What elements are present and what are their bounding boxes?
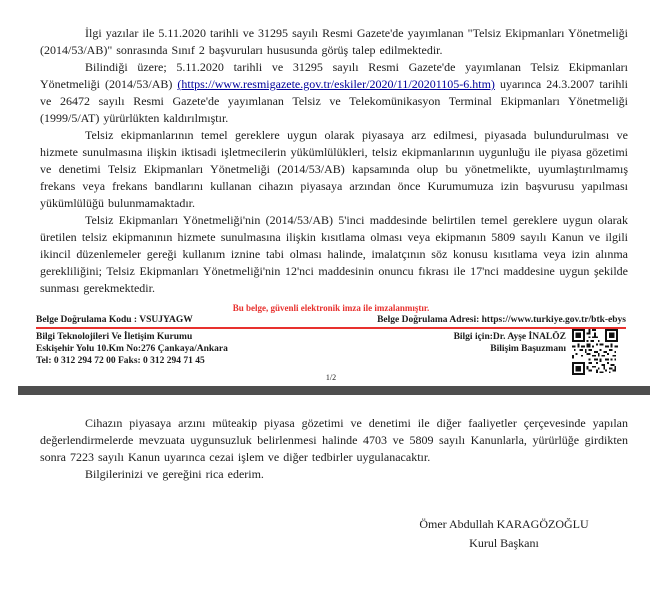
paragraph-temel-gerekler: Telsiz Ekipmanları Yönetmeliği'nin (2014/53/AB) 5'inci maddesinde belirtilen temel gereklere uygun olarak üretilen telsiz ekipmanının hizmete sunulmasına ilişkin kısıtlama olması veya ekipmanın 5809 sayılı Kanun ve ilgili ikincil düzenlemeler gereği kullanım iznine tabi olması halinde, imalatçının söz konusu kısıtlama veya izin alınma gerekliliğini; Telsiz Ekipmanları Yönetmeliği'nin 12'nci maddesinin onuncu fıkrası ile 17'nci maddesine uygun şekilde sunması gerekmektedir. xyxy=(40,213,628,295)
paragraph-bilindigi xyxy=(40,59,628,127)
contact-title: Bilişim Başuzmanı xyxy=(490,344,566,354)
paragraph-bilindigi-before: Bilindiği üzere; 5.11.2020 tarihli ve 31295 sayılı Resmi Gazete'de yayımlanan Telsiz Ekipmanları Yönetmeliği (2014/53/AB) xyxy=(40,60,628,91)
paragraph-ilgi: İlgi yazılar ile 5.11.2020 tarihli ve 31295 sayılı Resmi Gazete'de yayımlanan "Telsiz Ekipmanları Yönetmeliği (2014/53/AB)" sonrasında Sınıf 2 başvuruları hususunda görüş talep edilmektedir. xyxy=(40,26,628,57)
page2-body xyxy=(40,415,628,483)
org-name: Bilgi Teknolojileri Ve İletişim Kurumu xyxy=(36,332,193,342)
org-phone: Tel: 0 312 294 72 00 Faks: 0 312 294 71 45 xyxy=(36,356,205,366)
page-separator-bar xyxy=(18,386,650,395)
page-number: 1/2 xyxy=(325,373,337,382)
qr-code-icon xyxy=(572,329,618,375)
footer-info-row xyxy=(36,331,626,367)
verification-address: Belge Doğrulama Adresi: https://www.turkiye.gov.tr/btk-ebys xyxy=(377,315,626,325)
red-divider-line xyxy=(36,327,626,329)
resmigazete-link[interactable]: (https://www.resmigazete.gov.tr/eskiler/2020/11/20201105-6.htm) xyxy=(177,77,495,91)
verification-row xyxy=(36,314,626,326)
verification-code: Belge Doğrulama Kodu : VSUJYAGW xyxy=(36,315,193,325)
contact-person: Bilgi için:Dr. Ayşe İNALÖZ xyxy=(453,332,566,342)
page1-body xyxy=(40,0,628,297)
signature-block xyxy=(364,515,644,553)
paragraph-telsiz-ekipman: Telsiz ekipmanlarının temel gereklere uygun olarak piyasaya arz edilmesi, piyasada bulundurulması ve hizmete sunulmasına ilişkin iktisadi işletmecilerin yükümlülükleri, telsiz ekipmanlarının uygunluğu ile piyasa gözetimi ve denetimi Telsiz Ekipmanları Yönetmeliği (2014/53/AB) kapsamında olup bu yönetmelikte, uyumlaştırılmamış frekans veya frekans bandlarını kullanan cihazın piyasaya arzından önce Kurumumuza izin başvurusu yapılması yükümlülüğü bulunmamaktadır. xyxy=(40,128,628,210)
paragraph-cihaz: Cihazın piyasaya arzını müteakip piyasa gözetimi ve denetimi ile diğer faaliyetler çerçevesinde yapılan değerlendirmelerde mevzuata uygunsuzluk belirlenmesi halinde 4703 ve 5809 sayılı Kanunlarla, yürürlüğe girdikten sonra 7223 sayılı Kanun uyarınca cezai işlem ve diğer tedbirler uygulanacaktır. xyxy=(40,416,628,464)
page1-footer xyxy=(36,303,626,383)
org-block xyxy=(36,331,228,367)
org-address: Eskişehir Yolu 10.Km No:276 Çankaya/Ankara xyxy=(36,344,228,354)
esign-notice: Bu belge, güvenli elektronik imza ile imzalanmıştır. xyxy=(232,303,430,313)
signature-title: Kurul Başkanı xyxy=(469,536,539,550)
signature-name: Ömer Abdullah KARAGÖZOĞLU xyxy=(419,517,589,531)
paragraph-bilgilerinizi: Bilgilerinizi ve gereğini rica ederim. xyxy=(85,467,264,481)
paragraph-bilindigi-after: uyarınca 24.3.2007 tarihli ve 26472 sayılı Resmi Gazete'de yayımlanan Telsiz ve Telekomünikasyon Terminal Ekipmanları Yönetmeliği (1999/5/AT) yürürlükten kaldırılmıştır. xyxy=(40,77,628,125)
